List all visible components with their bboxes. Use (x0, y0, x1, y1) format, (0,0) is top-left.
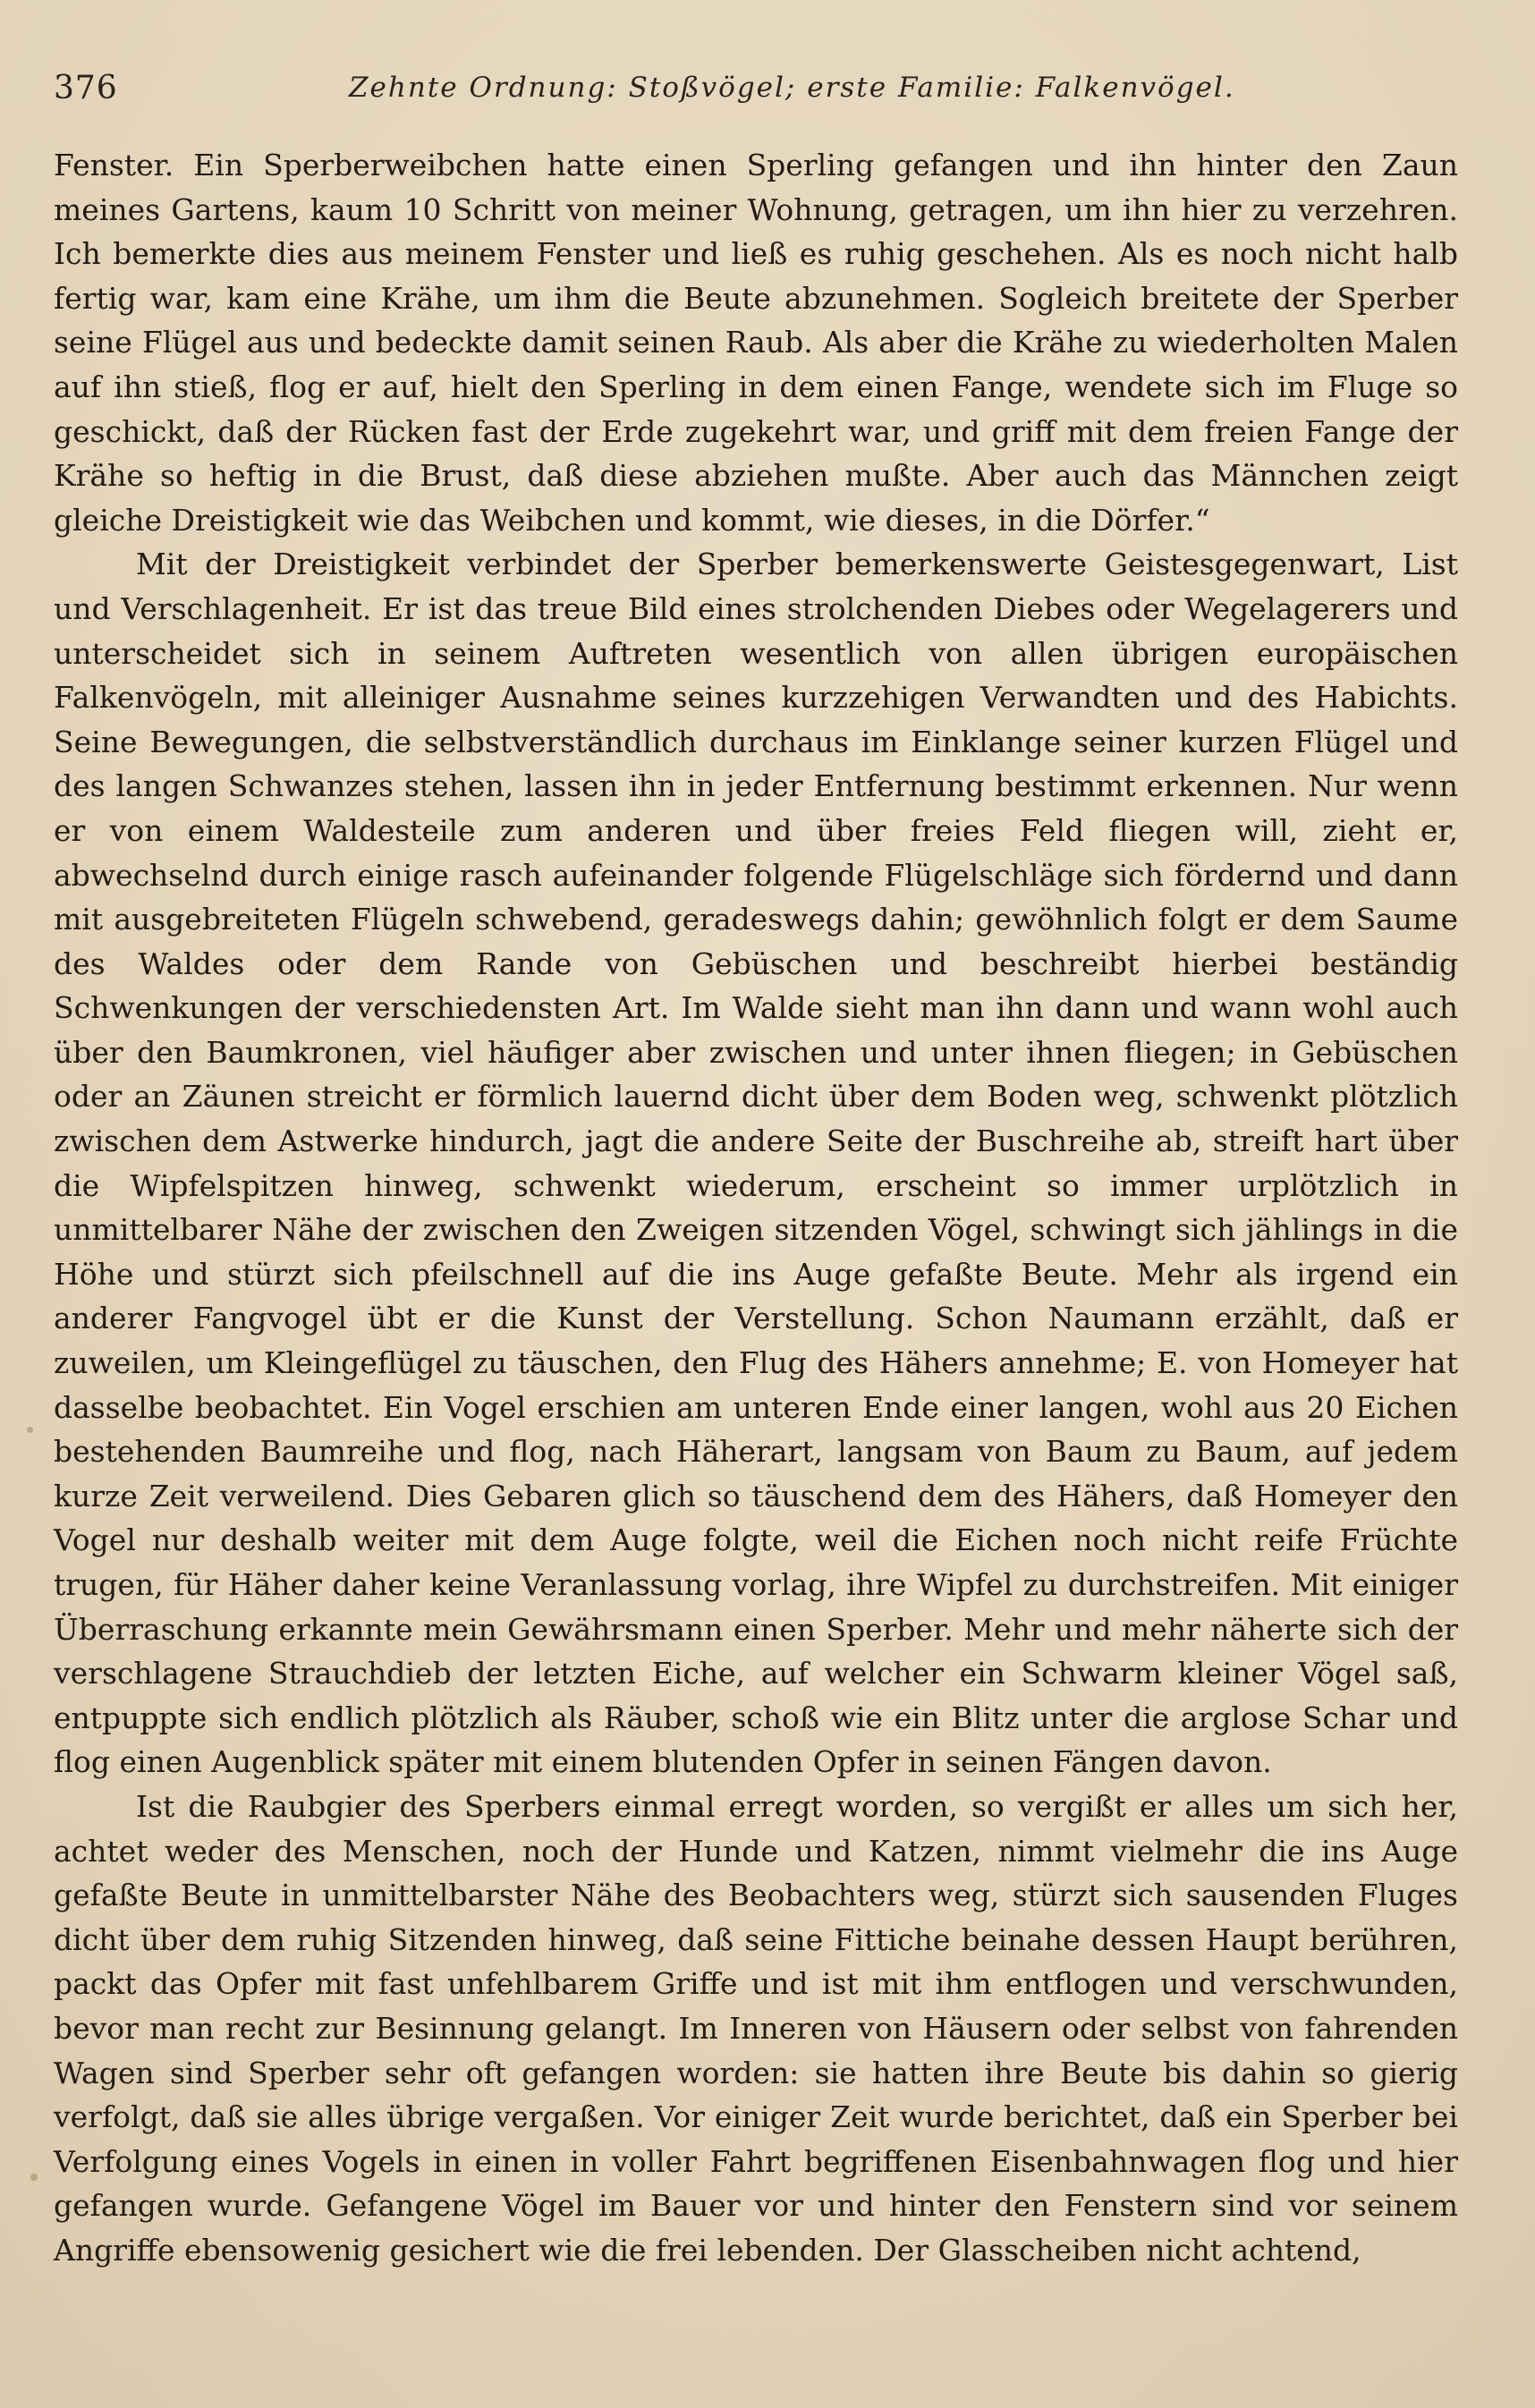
paragraph: Ist die Raubgier des Sperbers einmal erregt worden, so vergißt er alles um sich her, achtet weder des Menschen, noch der Hunde und Katzen, nimmt vielmehr die ins Auge gefaßte Beute in unmittelbarster Nähe des Beobachters weg, stürzt sich sausenden Fluges dicht über dem ruhig Sitzenden hinweg, daß seine Fittiche beinahe dessen Haupt berühren, packt das Opfer mit fast unfehlbarem Griffe und ist mit ihm entflogen und verschwunden, bevor man recht zur Besinnung gelangt. Im Inneren von Häusern oder selbst von fahrenden Wagen sind Sperber sehr oft gefangen worden: sie hatten ihre Beute bis dahin so gierig verfolgt, daß sie alles übrige vergaßen. Vor einiger Zeit wurde berichtet, daß ein Sperber bei Verfolgung eines Vogels in einen in voller Fahrt begriffenen Eisenbahnwagen flog und hier gefangen wurde. Gefangene Vögel im Bauer vor und hinter den Fenstern sind vor seinem Angriffe ebensowenig gesichert wie die frei lebenden. Der Glasscheiben nicht achtend, (54, 1788, 1458, 2268)
page-number: 376 (54, 70, 118, 106)
running-head: Zehnte Ordnung: Stoßvögel; erste Familie: Falkenvögel. (349, 72, 1235, 104)
body-text (54, 143, 1458, 2273)
paper-blemish (30, 2174, 38, 2181)
paper-blemish (27, 1427, 33, 1433)
page-header (54, 70, 1449, 116)
paragraph-continuation: Fenster. Ein Sperberweibchen hatte einen Sperling gefangen und ihn hinter den Zaun meines Gartens, kaum 10 Schritt von meiner Wohnung, getragen, um ihn hier zu verzehren. Ich bemerkte dies aus meinem Fenster und ließ es ruhig geschehen. Als es noch nicht halb fertig war, kam eine Krähe, um ihm die Beute abzunehmen. Sogleich breitete der Sperber seine Flügel aus und bedeckte damit seinen Raub. Als aber die Krähe zu wiederholten Malen auf ihn stieß, flog er auf, hielt den Sperling in dem einen Fange, wendete sich im Fluge so geschickt, daß der Rücken fast der Erde zugekehrt war, und griff mit dem freien Fange der Krähe so heftig in die Brust, daß diese abziehen mußte. Aber auch das Männchen zeigt gleiche Dreistigkeit wie das Weibchen und kommt, wie dieses, in die Dörfer.“ (54, 148, 1458, 538)
paragraph: Mit der Dreistigkeit verbindet der Sperber bemerkenswerte Geistesgegenwart, List und Verschlagenheit. Er ist das treue Bild eines strolchenden Diebes oder Wegelagerers und unterscheidet sich in seinem Auftreten wesentlich von allen übrigen europäischen Falkenvögeln, mit alleiniger Ausnahme seines kurzzehigen Verwandten und des Habichts. Seine Bewegungen, die selbstverständlich durchaus im Einklange seiner kurzen Flügel und des langen Schwanzes stehen, lassen ihn in jeder Entfernung bestimmt erkennen. Nur wenn er von einem Waldesteile zum anderen und über freies Feld fliegen will, zieht er, abwechselnd durch einige rasch aufeinander folgende Flügelschläge sich fördernd und dann mit ausgebreiteten Flügeln schwebend, geradeswegs dahin; gewöhnlich folgt er dem Saume des Waldes oder dem Rande von Gebüschen und beschreibt hierbei beständig Schwenkungen der verschiedensten Art. Im Walde sieht man ihn dann und wann wohl auch über den Baumkronen, viel häufiger aber zwischen und unter ihnen fliegen; in Gebüschen oder an Zäunen streicht er förmlich lauernd dicht über dem Boden weg, schwenkt plötzlich zwischen dem Astwerke hindurch, jagt die andere Seite der Buschreihe ab, streift hart über die Wipfelspitzen hinweg, schwenkt wiederum, erscheint so immer urplötzlich in unmittelbarer Nähe der zwischen den Zweigen sitzenden Vögel, schwingt sich jählings in die Höhe und stürzt sich pfeilschnell auf die ins Auge gefaßte Beute. Mehr als irgend ein anderer Fangvogel übt er die Kunst der Verstellung. Schon Naumann erzählt, daß er zuweilen, um Kleingeflügel zu täuschen, den Flug des Hähers annehme; E. von Homeyer hat dasselbe beobachtet. Ein Vogel erschien am unteren Ende einer langen, wohl aus 20 Eichen bestehenden Baumreihe und flog, nach Häherart, langsam von Baum zu Baum, auf jedem kurze Zeit verweilend. Dies Gebaren glich so täuschend dem des Hähers, daß Homeyer den Vogel nur deshalb weiter mit dem Auge folgte, weil die Eichen noch nicht reife Früchte trugen, für Häher daher keine Veranlassung vorlag, ihre Wipfel zu durchstreifen. Mit einiger Überraschung erkannte mein Gewährsmann einen Sperber. Mehr und mehr näherte sich der verschlagene Strauchdieb der letzten Eiche, auf welcher ein Schwarm kleiner Vögel saß, entpuppte sich endlich plötzlich als Räuber, schoß wie ein Blitz unter die arglose Schar und flog einen Augenblick später mit einem blutenden Opfer in seinen Fängen davon. (54, 547, 1458, 1780)
